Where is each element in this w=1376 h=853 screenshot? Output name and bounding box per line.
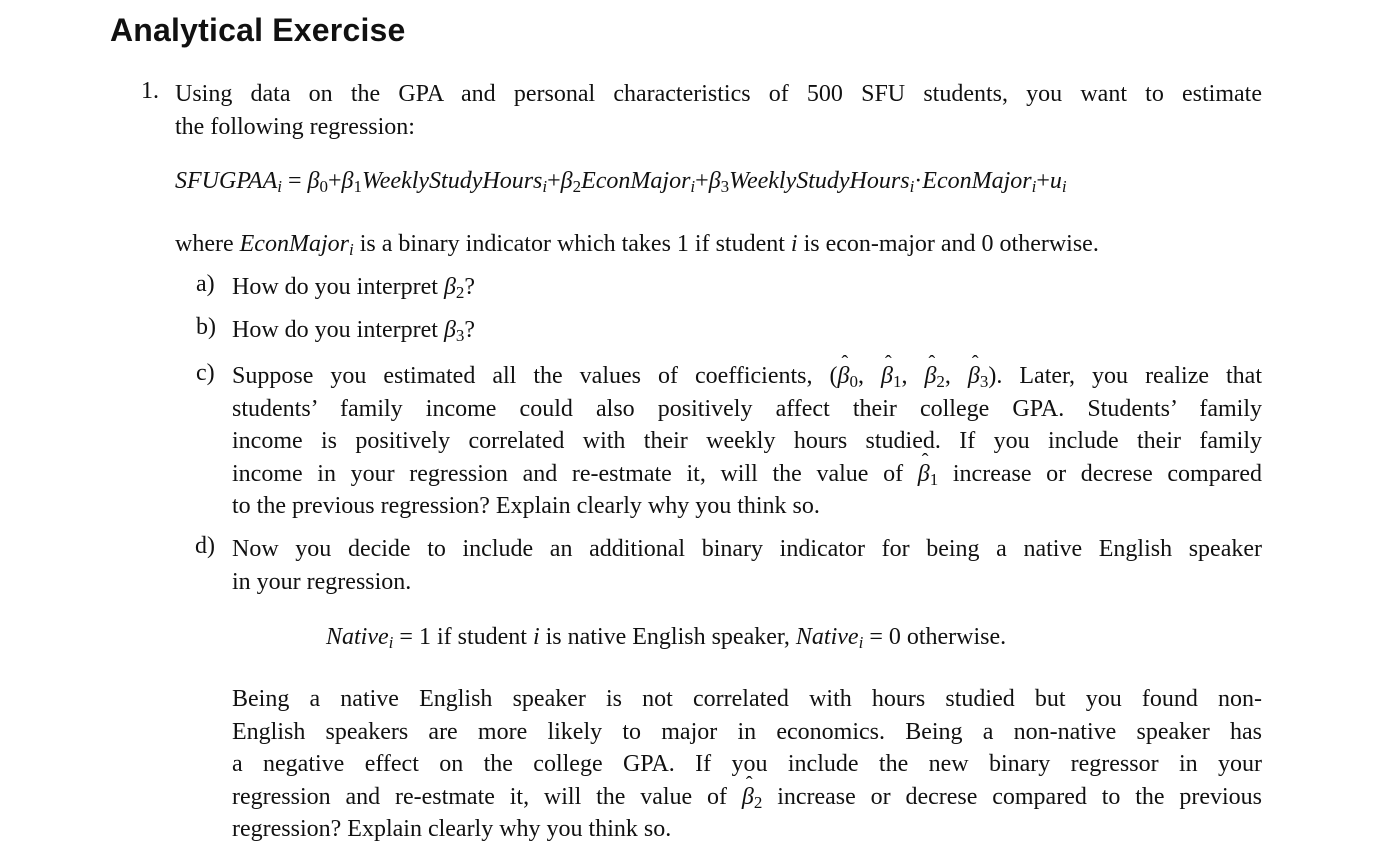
intro-line-1: Using data on the GPA and personal characteristics of 500 SFU students, you want to estimate (175, 81, 1262, 107)
part-b-label: b) (196, 314, 216, 340)
part-b-question: How do you interpret $\beta_3$? (232, 317, 476, 345)
part-c-line-1: Suppose you estimated all the values of coefficients, (ˆ $\beta_0$, ˆ $\beta_1$, ˆ $\beta_2$, ˆ $\beta_3$). Later, you realize that (232, 360, 1262, 393)
part-c-line-4: income in your regression and re-estmate it, will the value of ˆ $\beta_1$ increase or decrese compared (232, 458, 1262, 491)
regression-equation: $SFUGPAA_i$ = $\beta_0+\beta_1WeeklyStudyHours_i+\beta_2EconMajor_i+\beta_3WeeklyStudyHours_i\cdot EconMajor_i+u_i$ (175, 168, 1067, 196)
part-d-p2-line-3: a negative effect on the college GPA. If you include the new binary regressor in your (232, 751, 1262, 777)
item-number: 1. (141, 78, 159, 104)
part-d-intro (232, 533, 1262, 598)
part-d-p2-line-4: regression and re-estmate it, will the value of ˆ $\beta_2$ increase or decrese compared to the previous (232, 781, 1262, 814)
section-heading: Analytical Exercise (110, 12, 406, 48)
part-a-label: a) (196, 271, 215, 297)
part-d-p2-line-1: Being a native English speaker is not correlated with hours studied but you found non- (232, 686, 1262, 712)
intro-line-2: the following regression: (175, 113, 415, 140)
part-d-label: d) (195, 533, 215, 559)
part-d-p2-line-2: English speakers are more likely to major in economics. Being a non-native speaker has (232, 718, 1262, 745)
intro-paragraph (175, 78, 1262, 143)
part-c-line-3: income is positively correlated with their weekly hours studied. If you include their family (232, 428, 1262, 454)
part-d-line-1: Now you decide to include an additional binary indicator for being a native English speaker (232, 536, 1262, 562)
part-c-question (232, 360, 1262, 523)
part-a-question: How do you interpret $\beta_2$? (232, 274, 476, 302)
part-d-line-2: in your regression. (232, 568, 412, 595)
part-d-question (232, 683, 1262, 846)
part-c-line-5: to the previous regression? Explain clearly why you think so. (232, 493, 820, 519)
part-c-line-2: students’ family income could also positively affect their college GPA. Students’ family (232, 395, 1262, 422)
native-definition: Native$_i$ = 1 if student i is native English speaker, Native$_i$ = 0 otherwise. (326, 624, 1007, 652)
part-c-label: c) (196, 360, 215, 386)
part-d-p2-line-5: regression? Explain clearly why you think so. (232, 816, 672, 842)
where-sentence: where EconMajor$_i$ is a binary indicator which takes 1 if student i is econ-major and 0 otherwise. (175, 231, 1099, 259)
